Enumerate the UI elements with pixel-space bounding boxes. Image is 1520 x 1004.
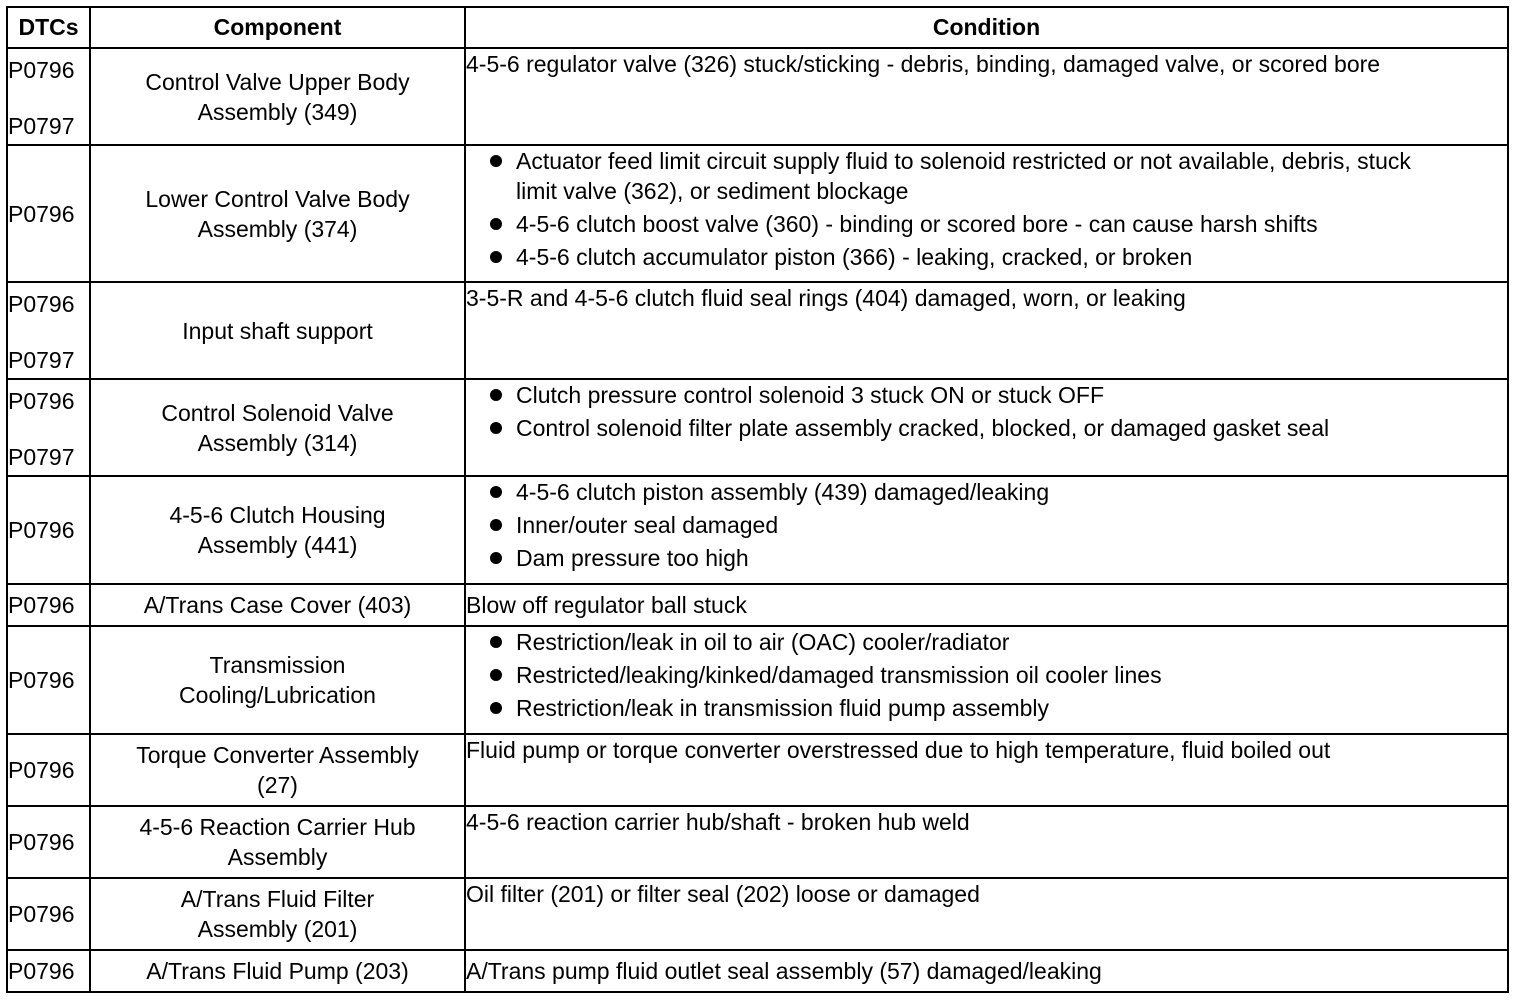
dtc-cell [7, 145, 90, 282]
component-cell [90, 282, 465, 379]
table-row [7, 48, 1508, 145]
table-row [7, 145, 1508, 282]
table-row [7, 476, 1508, 584]
component-cell [90, 145, 465, 282]
bullet-icon [490, 702, 502, 714]
condition-bullet: Actuator feed limit circuit supply fluid to solenoid restricted or not available, debris, stuck limit valve (362), or sediment blockage [490, 146, 1507, 206]
bullet-icon [490, 422, 502, 434]
condition-bullet: Restricted/leaking/kinked/damaged transmission oil cooler lines [490, 660, 1507, 690]
table-row [7, 878, 1508, 950]
bullet-icon [490, 669, 502, 681]
component-line: Assembly (374) [197, 215, 358, 242]
condition-bullet: 4-5-6 clutch accumulator piston (366) - leaking, cracked, or broken [490, 242, 1507, 272]
component-line: A/Trans Fluid Pump (203) [146, 958, 409, 984]
component-line: Control Solenoid Valve [161, 399, 394, 426]
component-line: Cooling/Lubrication [179, 682, 376, 708]
component-cell [90, 950, 465, 992]
condition-cell [465, 379, 1508, 476]
condition-cell [465, 626, 1508, 734]
dtc-code: P0797 [8, 347, 75, 373]
dtc-code: P0796 [8, 958, 75, 984]
table-row [7, 806, 1508, 878]
condition-bullet: Dam pressure too high [490, 543, 1507, 573]
condition-cell [465, 584, 1508, 626]
bullet-icon [490, 389, 502, 401]
dtc-cell [7, 734, 90, 806]
condition-text: A/Trans pump fluid outlet seal assembly (57) damaged/leaking [466, 958, 1102, 984]
dtc-code: P0796 [8, 57, 75, 83]
condition-cell [465, 950, 1508, 992]
condition-cell [465, 282, 1508, 379]
dtc-cell [7, 476, 90, 584]
dtc-cell [7, 806, 90, 878]
component-line: Assembly [227, 844, 328, 870]
component-cell [90, 584, 465, 626]
condition-cell [465, 48, 1508, 145]
component-line: Assembly (441) [197, 532, 358, 558]
component-line: A/Trans Fluid Filter [180, 886, 375, 912]
component-line: 4-5-6 Reaction Carrier Hub [139, 814, 416, 840]
condition-list [466, 380, 1507, 443]
bullet-icon [490, 155, 502, 167]
table-row [7, 282, 1508, 379]
condition-bullet: 4-5-6 clutch piston assembly (439) damaged/leaking [490, 477, 1507, 507]
table-row [7, 584, 1508, 626]
condition-cell [465, 878, 1508, 950]
table-row [7, 734, 1508, 806]
component-line: Assembly (201) [197, 916, 358, 942]
condition-cell [465, 476, 1508, 584]
component-line: A/Trans Case Cover (403) [143, 592, 412, 618]
bullet-icon [490, 218, 502, 230]
component-cell [90, 379, 465, 476]
condition-list [466, 627, 1507, 723]
dtc-cell [7, 48, 90, 145]
component-cell [90, 626, 465, 734]
dtc-code: P0796 [8, 388, 75, 414]
bullet-icon [490, 519, 502, 531]
dtc-code: P0796 [8, 291, 75, 317]
header-condition: Condition [465, 7, 1508, 48]
bullet-icon [490, 251, 502, 263]
dtc-code: P0796 [8, 517, 75, 543]
component-cell [90, 48, 465, 145]
component-line: Assembly (314) [197, 429, 358, 456]
dtc-code: P0797 [8, 113, 75, 139]
condition-cell [465, 145, 1508, 282]
component-cell [90, 878, 465, 950]
dtc-cell [7, 626, 90, 734]
component-cell [90, 806, 465, 878]
bullet-icon [490, 552, 502, 564]
condition-bullet: Restriction/leak in transmission fluid pump assembly [490, 693, 1507, 723]
dtc-cell [7, 584, 90, 626]
dtc-code: P0796 [8, 667, 75, 693]
dtc-code: P0796 [8, 901, 75, 927]
dtc-code: P0797 [8, 444, 75, 470]
condition-cell [465, 734, 1508, 806]
bullet-icon [490, 486, 502, 498]
condition-bullet: Inner/outer seal damaged [490, 510, 1507, 540]
bullet-icon [490, 636, 502, 648]
header-dtcs: DTCs [7, 7, 90, 48]
table-row [7, 379, 1508, 476]
component-line: Control Valve Upper Body [145, 68, 410, 95]
component-cell [90, 734, 465, 806]
condition-bullet: Control solenoid filter plate assembly cracked, blocked, or damaged gasket seal [490, 413, 1507, 443]
component-line: Input shaft support [182, 317, 373, 344]
component-cell [90, 476, 465, 584]
dtc-cell [7, 950, 90, 992]
dtc-code: P0796 [8, 200, 75, 227]
header-row [7, 7, 1508, 48]
condition-text: 4-5-6 regulator valve (326) stuck/sticking - debris, binding, damaged valve, or scored bore [466, 51, 1381, 77]
component-line: Transmission [209, 652, 346, 678]
component-line: Torque Converter Assembly [136, 742, 419, 768]
dtc-cell [7, 282, 90, 379]
table-row [7, 626, 1508, 734]
dtc-code: P0796 [8, 592, 75, 618]
condition-bullet: 4-5-6 clutch boost valve (360) - binding or scored bore - can cause harsh shifts [490, 209, 1507, 239]
dtc-cell [7, 379, 90, 476]
component-line: 4-5-6 Clutch Housing [169, 502, 386, 528]
header-component: Component [90, 7, 465, 48]
condition-text: Blow off regulator ball stuck [466, 592, 747, 618]
condition-text: Fluid pump or torque converter overstressed due to high temperature, fluid boiled out [466, 737, 1331, 763]
component-line: (27) [257, 772, 298, 798]
condition-cell [465, 806, 1508, 878]
component-line: Lower Control Valve Body [145, 185, 410, 212]
dtc-table [6, 6, 1509, 993]
condition-list [466, 146, 1507, 272]
condition-bullet: Restriction/leak in oil to air (OAC) cooler/radiator [490, 627, 1507, 657]
component-line: Assembly (349) [197, 98, 358, 125]
condition-text: 4-5-6 reaction carrier hub/shaft - broken hub weld [466, 809, 970, 835]
condition-text: Oil filter (201) or filter seal (202) loose or damaged [466, 881, 980, 907]
condition-list [466, 477, 1507, 573]
table-row [7, 950, 1508, 992]
condition-text: 3-5-R and 4-5-6 clutch fluid seal rings (404) damaged, worn, or leaking [466, 285, 1186, 311]
dtc-code: P0796 [8, 829, 75, 855]
dtc-cell [7, 878, 90, 950]
dtc-code: P0796 [8, 757, 75, 783]
condition-bullet: Clutch pressure control solenoid 3 stuck ON or stuck OFF [490, 380, 1507, 410]
